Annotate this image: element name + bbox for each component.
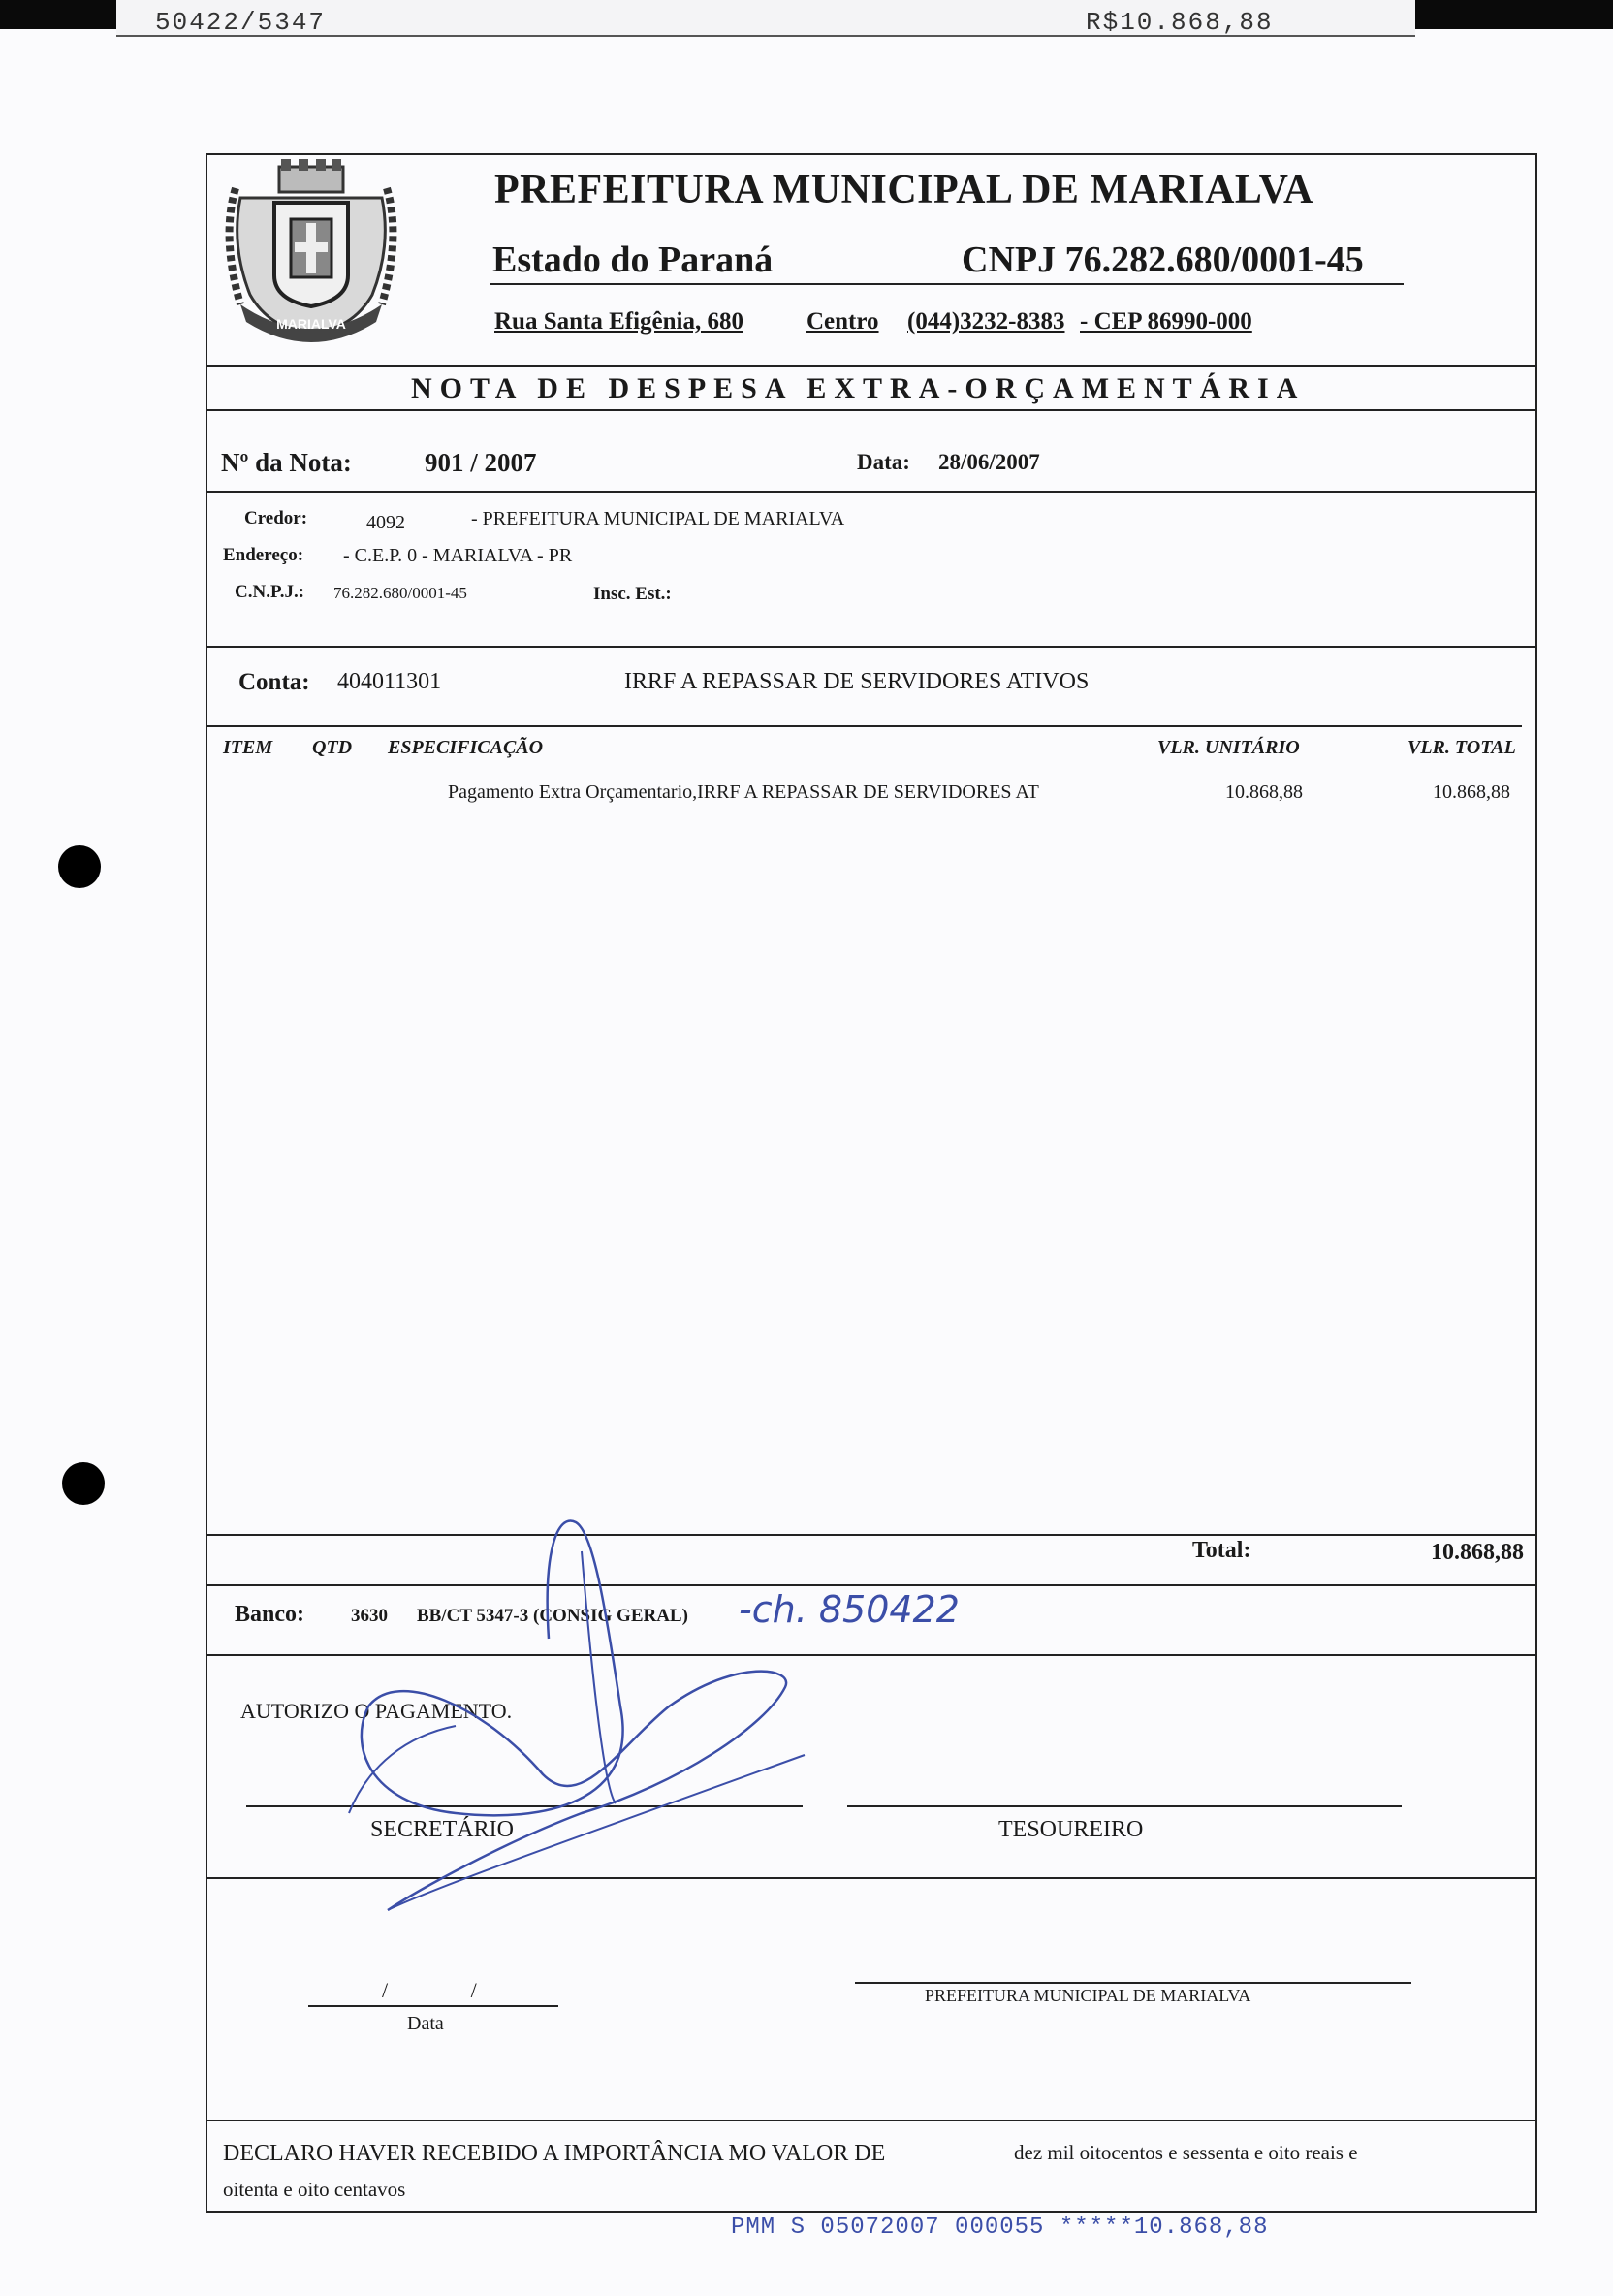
treasurer-signature-line [847,1805,1402,1807]
account-number: 404011301 [337,669,442,694]
receipt-date-line [308,2005,558,2007]
receipt-date-slashes: / / [382,1978,516,2002]
punch-hole [58,845,101,888]
note-number: 901 / 2007 [425,448,537,477]
total-label: Total: [1192,1538,1251,1563]
declaration-label: DECLARO HAVER RECEBIDO A IMPORTÂNCIA MO VALOR DE [223,2141,886,2166]
creditor-cnpj: 76.282.680/0001-45 [333,584,467,602]
municipality-title: PREFEITURA MUNICIPAL DE MARIALVA [494,168,1313,212]
row-total-value: 10.868,88 [1433,781,1510,803]
row-unit-value: 10.868,88 [1225,781,1303,803]
divider [207,1877,1535,1879]
punch-hole [62,1462,105,1505]
address-label: Endereço: [223,545,304,565]
municipality-cnpj: CNPJ 76.282.680/0001-45 [962,239,1364,280]
divider [207,2120,1535,2121]
column-header-unit-value: VLR. UNITÁRIO [1157,737,1300,758]
crest-banner-text: MARIALVA [276,316,346,332]
handwritten-check-number: -ch. 850422 [739,1588,960,1631]
divider [207,409,1535,411]
bank-code: 3630 [351,1606,388,1626]
postal-code: - CEP 86990-000 [1080,308,1252,335]
bank-account: BB/CT 5347-3 (CONSIG GERAL) [417,1606,688,1626]
receipt-date-label: Data [407,2013,444,2034]
divider [207,1654,1535,1656]
phone-number: (044)3232-8383 [907,308,1065,335]
secretary-label: SECRETÁRIO [370,1817,515,1842]
divider [207,1534,1535,1536]
authorization-label: AUTORIZO O PAGAMENTO. [240,1699,513,1723]
account-label: Conta: [238,669,310,695]
row-specification: Pagamento Extra Orçamentario,IRRF A REPASSAR DE SERVIDORES AT [448,781,1039,803]
divider [207,491,1535,493]
divider [207,646,1535,648]
municipal-crest-logo [221,159,401,343]
receiver-signature-line [855,1982,1411,1984]
bank-label: Banco: [235,1602,304,1627]
strip-right-text: R$10.868,88 [1086,8,1274,37]
receiver-entity-label: PREFEITURA MUNICIPAL DE MARIALVA [925,1986,1251,2005]
state-registration-label: Insc. Est.: [593,584,672,604]
note-number-label: Nº da Nota: [221,448,352,477]
divider [207,725,1522,727]
amount-in-words-line-1: dez mil oitocentos e sessenta e oito reais e [1014,2141,1358,2164]
address-district: Centro [806,308,879,335]
amount-in-words-line-2: oitenta e oito centavos [223,2178,406,2201]
underlying-page-strip [116,0,1415,37]
state-name: Estado do Paraná [492,239,774,280]
treasurer-label: TESOUREIRO [998,1817,1144,1842]
address-street: Rua Santa Efigênia, 680 [494,308,743,335]
creditor-cnpj-label: C.N.P.J.: [235,582,305,602]
column-header-qty: QTD [312,737,353,758]
document-title: NOTA DE DESPESA EXTRA-ORÇAMENTÁRIA [411,372,1306,404]
column-header-item: ITEM [223,737,273,758]
creditor-label: Credor: [244,508,308,528]
header-underline [490,283,1404,285]
total-value: 10.868,88 [1431,1540,1524,1565]
column-header-specification: ESPECIFICAÇÃO [388,737,544,758]
note-date: 28/06/2007 [938,450,1040,474]
date-label: Data: [857,450,910,474]
column-header-total-value: VLR. TOTAL [1407,737,1516,758]
expense-note-form [206,153,1537,2213]
payment-stamp: PMM S 05072007 000055 *****10.868,88 [731,2215,1269,2241]
creditor-address: - C.E.P. 0 - MARIALVA - PR [343,545,573,566]
divider [207,1584,1535,1586]
account-description: IRRF A REPASSAR DE SERVIDORES ATIVOS [624,669,1090,694]
secretary-signature-line [246,1805,803,1807]
creditor-code: 4092 [366,512,405,533]
creditor-name: - PREFEITURA MUNICIPAL DE MARIALVA [471,508,845,529]
divider [207,365,1535,367]
strip-left-text: 50422/5347 [155,8,327,37]
